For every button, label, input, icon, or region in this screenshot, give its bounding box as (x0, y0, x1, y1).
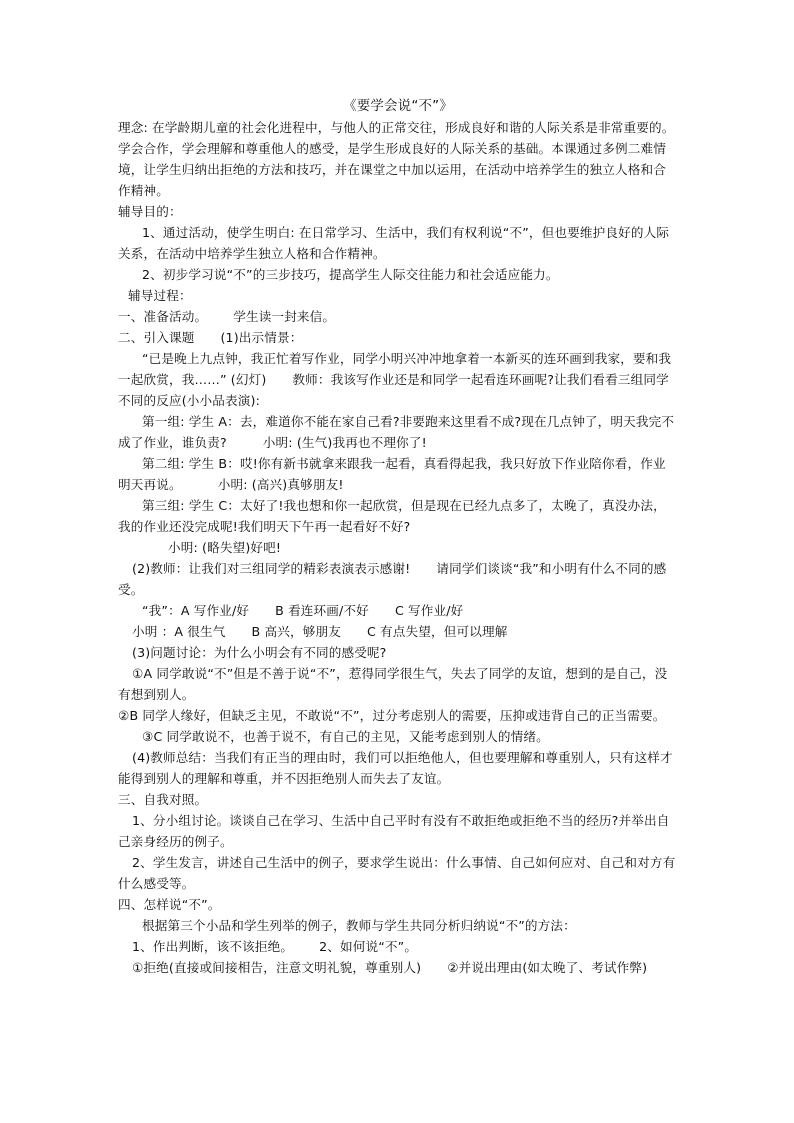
xiaoming-option-a: 小明 ：A 很生气 (132, 624, 226, 639)
step-1-line (118, 306, 678, 327)
group-3-text: 第三组: 学生 C：太好了!我也想和你一起欣赏，但是现在已经九点多了，太晚了，真没办法，我的作业还没完成呢!我们明天下午再一起看好不好? (118, 498, 666, 534)
group-2-text: 第二组: 学生 B：哎!你有新书就拿来跟我一起看，真看得起我，我只好放下作业陪你看，作业明天再说。 (118, 456, 666, 492)
xiaoming-options-line (118, 621, 678, 642)
method-substeps-line (118, 957, 678, 978)
me-options-line (118, 600, 678, 621)
group-3-paragraph (118, 495, 678, 537)
objective-item-2: 2、初步学习说“不”的三步技巧，提高学生人际交往能力和社会适应能力。 (142, 267, 559, 282)
scenario-text: “已是晚上九点钟，我正忙着写作业，同学小明兴冲冲地拿着一本新买的连环画到我家，要和我一起欣赏，我……” (幻灯) (118, 351, 672, 387)
method-intro: 根据第三个小品和学生列举的例子，教师与学生共同分析归纳说“不”的方法： (142, 918, 576, 933)
group-1-text: 第一组: 学生 A：去，难道你不能在家自己看?非要跑来这里看不成?现在几点钟了，明天我完不成了作业，谁负责? (118, 414, 675, 450)
teacher-question: 教师：我该写作业还是和同学一起看连环画呢?让我们看看三组同学不同的反应(小小品表演): (118, 372, 669, 408)
method-step-1: 1、作出判断，该不该拒绝。 (132, 939, 294, 954)
discussion-point-c: ③C 同学敢说不，也善于说不，有自己的主见，又能考虑到别人的情绪。 (142, 729, 549, 744)
teacher-summary: (4)教师总结：当我们有正当的理由时，我们可以拒绝他人，但也要理解和尊重别人，只有这样才能得到别人的理解和尊重，并不因拒绝别人而失去了友谊。 (118, 750, 673, 786)
me-option-b: B 看连环画/不好 (275, 603, 369, 618)
xiaoming-option-b: B 高兴，够朋友 (251, 624, 341, 639)
section-heading-process: 辅导过程： (128, 288, 192, 303)
document-title: 《要学会说“不”》 (343, 98, 453, 114)
document-body (118, 96, 678, 978)
feelings-question: 请同学们谈谈“我”和小明有什么不同的感受。 (118, 561, 667, 597)
method-steps-line (118, 936, 678, 957)
method-step-2: 2、如何说“不”。 (319, 939, 418, 954)
step-2-heading: 二、引入课题 (118, 330, 195, 345)
step-3-heading: 三、自我对照。 (118, 792, 208, 807)
discussion-point-a: ①A 同学敢说“不”但是不善于说“不”，惹得同学很生气，失去了同学的友谊，想到的是自己，没有想到别人。 (118, 666, 668, 702)
step-1-detail: 学生读一封来信。 (233, 309, 336, 324)
philosophy-paragraph: 理念: 在学龄期儿童的社会化进程中，与他人的正常交往，形成良好和谐的人际关系是非常重要的。学会合作，学会理解和尊重他人的感受，是学生形成良好的人际关系的基础。本课通过多例二难情境，让学生归纳出拒绝的方法和技巧，并在课堂之中加以运用，在活动中培养学生的独立人格和合作精神。 (118, 120, 675, 198)
objective-item-1: 1、通过活动，使学生明白: 在日常学习、生活中，我们有权利说“不”，但也要维护良好的人际关系，在活动中培养学生独立人格和合作精神。 (118, 225, 670, 261)
xiaoming-option-c: C 有点失望，但可以理解 (366, 624, 508, 639)
section-heading-objectives: 辅导目的： (118, 204, 182, 219)
method-substep-1: ①拒绝(直接或间接相告，注意文明礼貌，尊重别人) (132, 960, 422, 975)
step-1-heading: 一、准备活动。 (118, 309, 208, 324)
group-1-paragraph (118, 411, 678, 453)
group-1-response: 小明: (生气)我再也不理你了! (262, 435, 427, 450)
step-4-heading: 四、怎样说“不”。 (118, 897, 221, 912)
method-substep-2: ②并说出理由(如太晚了、考试作弊) (447, 960, 648, 975)
group-2-response: 小明: (高兴)真够朋友! (217, 477, 344, 492)
discussion-question: (3)问题讨论：为什么小明会有不同的感受呢? (132, 645, 387, 660)
teacher-thanks: (2)教师：让我们对三组同学的精彩表演表示感谢! (132, 561, 411, 576)
teacher-thanks-paragraph (118, 558, 678, 600)
step-3-item-2: 2、学生发言，讲述自己生活中的例子，要求学生说出：什么事情、自己如何应对、自己和对方有什么感受等。 (118, 855, 676, 891)
step-3-item-1: 1、分小组讨论。谈谈自己在学习、生活中自己平时有没有不敢拒绝或拒绝不当的经历?并举出自己亲身经历的例子。 (118, 813, 670, 849)
scenario-label: (1)出示情景： (220, 330, 303, 345)
me-option-a: “我”：A 写作业/好 (142, 603, 250, 618)
group-2-paragraph (118, 453, 678, 495)
step-2-line (118, 327, 678, 348)
scenario-paragraph (118, 348, 678, 411)
group-3-response: 小明: (略失望)好吧! (168, 540, 282, 555)
discussion-point-b: ②B 同学人缘好，但缺乏主见，不敢说“不”，过分考虑别人的需要，压抑或违背自己的正当需要。 (118, 708, 666, 723)
me-option-c: C 写作业/好 (394, 603, 464, 618)
